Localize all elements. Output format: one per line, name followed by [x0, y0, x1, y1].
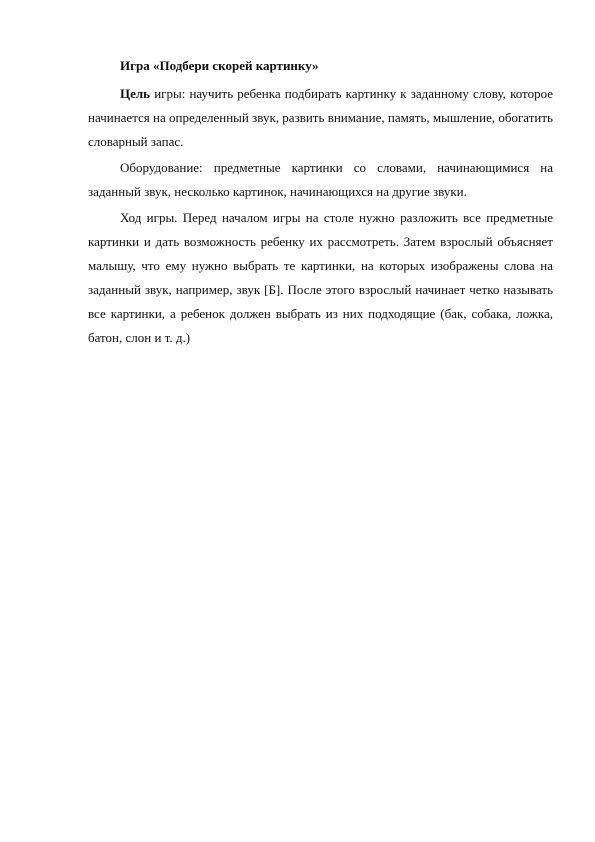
goal-text: игры: научить ребенка подбирать картинку к заданному слову, которое начинается на определенный звук, развить внимание, память, мышление, обогатить словарный запас. [88, 86, 553, 149]
document-body [88, 54, 553, 350]
game-title: Игра «Подбери скорей картинку» [120, 58, 319, 73]
procedure-paragraph: Ход игры. Перед началом игры на столе нужно разложить все предметные картинки и дать возможность ребенку их рассмотреть. Затем взрослый объясняет малышу, что ему нужно выбрать те картинки, на которых изображены слова на заданный звук, например, звук [Б]. После этого взрослый начинает четко называть все картинки, а ребенок должен выбрать из них подходящие (бак, собака, ложка, батон, слон и т. д.) [88, 210, 553, 345]
goal-paragraph [88, 82, 553, 154]
equipment-paragraph: Оборудование: предметные картинки со словами, начинающимися на заданный звук, несколько картинок, начинающихся на другие звуки. [88, 160, 553, 199]
goal-label: Цель [120, 86, 151, 101]
